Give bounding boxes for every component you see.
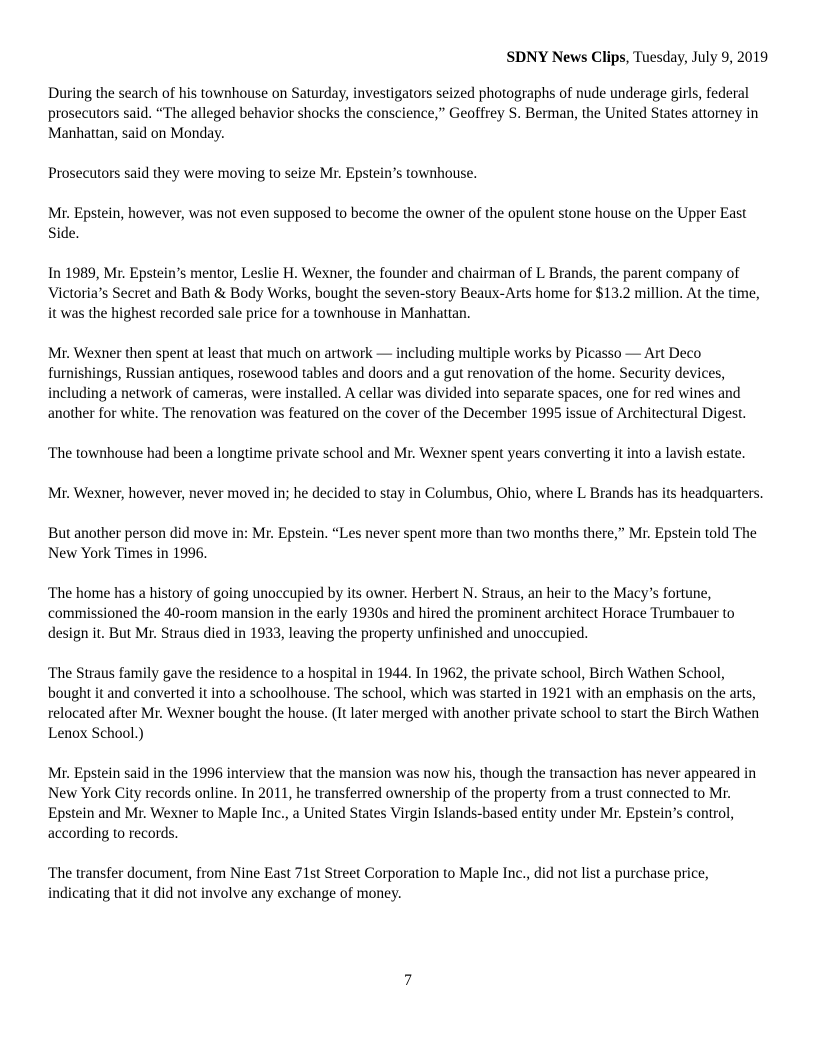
paragraph: The home has a history of going unoccupied by its owner. Herbert N. Straus, an heir to the Macy’s fortune, commissioned the 40-room mansion in the early 1930s and hired the prominent architect Horace Trumbauer to design it. But Mr. Straus died in 1933, leaving the property unfinished and unoccupied. — [48, 585, 735, 642]
paragraph: Mr. Wexner then spent at least that much on artwork — including multiple works by Picasso — Art Deco furnishings, Russian antiques, rosewood tables and doors and a gut renovation of the home. Security devices, including a network of cameras, were installed. A cellar was divided into separate spaces, one for red wines and another for white. The renovation was featured on the cover of the December 1995 issue of Architectural Digest. — [48, 345, 747, 422]
page-header — [506, 48, 768, 68]
paragraph: Prosecutors said they were moving to seize Mr. Epstein’s townhouse. — [48, 165, 478, 182]
paragraph: During the search of his townhouse on Saturday, investigators seized photographs of nude underage girls, federal prosecutors said. “The alleged behavior shocks the conscience,” Geoffrey S. Berman, the United States attorney in Manhattan, said on Monday. — [48, 85, 759, 142]
paragraph: In 1989, Mr. Epstein’s mentor, Leslie H. Wexner, the founder and chairman of L Brands, the parent company of Victoria’s Secret and Bath & Body Works, bought the seven-story Beaux-Arts home for $13.2 million. At the time, it was the highest recorded sale price for a townhouse in Manhattan. — [48, 265, 760, 322]
paragraph: The townhouse had been a longtime private school and Mr. Wexner spent years converting it into a lavish estate. — [48, 445, 746, 462]
paragraph: Mr. Epstein, however, was not even supposed to become the owner of the opulent stone house on the Upper East Side. — [48, 205, 747, 242]
article-body — [48, 84, 770, 924]
header-date: , Tuesday, July 9, 2019 — [625, 49, 768, 66]
paragraph: Mr. Wexner, however, never moved in; he decided to stay in Columbus, Ohio, where L Brands has its headquarters. — [48, 485, 764, 502]
paragraph: But another person did move in: Mr. Epstein. “Les never spent more than two months there,” Mr. Epstein told The New York Times in 1996. — [48, 525, 757, 562]
page-number: 7 — [404, 972, 412, 989]
paragraph: The Straus family gave the residence to a hospital in 1944. In 1962, the private school, Birch Wathen School, bought it and converted it into a schoolhouse. The school, which was started in 1921 with an emphasis on the arts, relocated after Mr. Wexner bought the house. (It later merged with another private school to start the Birch Wathen Lenox School.) — [48, 665, 760, 742]
paragraph: The transfer document, from Nine East 71st Street Corporation to Maple Inc., did not list a purchase price, indicating that it did not involve any exchange of money. — [48, 865, 709, 902]
publication-name: SDNY News Clips — [506, 49, 626, 66]
paragraph: Mr. Epstein said in the 1996 interview that the mansion was now his, though the transaction has never appeared in New York City records online. In 2011, he transferred ownership of the property from a trust connected to Mr. Epstein and Mr. Wexner to Maple Inc., a United States Virgin Islands-based entity under Mr. Epstein’s control, according to records. — [48, 765, 757, 842]
